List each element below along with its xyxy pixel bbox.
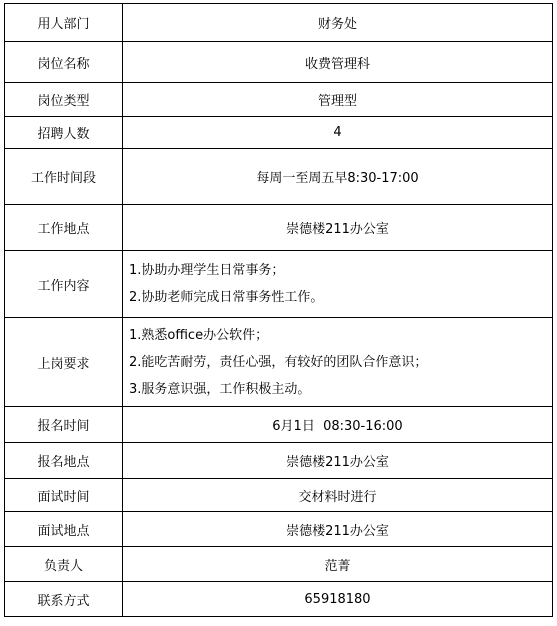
- position-name-value: 收费管理科: [123, 42, 553, 83]
- work-hours-label: 工作时间段: [5, 149, 123, 205]
- table-row-position-type: [5, 83, 553, 117]
- requirements-line-1: 1.熟悉office办公软件；: [129, 327, 269, 343]
- requirements-value: [123, 318, 553, 407]
- headcount-label: 招聘人数: [5, 117, 123, 149]
- registration-location-value: 崇德楼211办公室: [123, 443, 553, 479]
- position-type-value: 管理型: [123, 83, 553, 117]
- registration-location-label: 报名地点: [5, 443, 123, 479]
- work-location-value: 崇德楼211办公室: [123, 205, 553, 251]
- department-value: 财务处: [123, 4, 553, 42]
- job-content-line-1: 1.协助办理学生日常事务；: [129, 263, 285, 278]
- table-row-work-location: [5, 205, 553, 251]
- recruitment-info-table: [4, 3, 553, 617]
- interview-time-value: 交材料时进行: [123, 479, 553, 512]
- table-row-interview-location: [5, 512, 553, 547]
- job-content-line-2: 2.协助老师完成日常事务性工作。: [129, 290, 324, 305]
- work-location-label: 工作地点: [5, 205, 123, 251]
- table-row-requirements: [5, 318, 553, 407]
- table-row-headcount: [5, 117, 553, 149]
- table-row-contact: [5, 582, 553, 617]
- headcount-value: 4: [123, 117, 553, 149]
- table-row-position-name: [5, 42, 553, 83]
- table-row-job-content: [5, 251, 553, 318]
- interview-location-value: 崇德楼211办公室: [123, 512, 553, 547]
- position-name-label: 岗位名称: [5, 42, 123, 83]
- job-content-label: 工作内容: [5, 251, 123, 318]
- table-row-interview-time: [5, 479, 553, 512]
- table-row-work-hours: [5, 149, 553, 205]
- table-row-person-in-charge: [5, 547, 553, 582]
- table-row-registration-location: [5, 443, 553, 479]
- work-hours-value: 每周一至周五早8:30-17:00: [123, 149, 553, 205]
- registration-time-value: 6月1日 08:30-16:00: [123, 407, 553, 443]
- department-label: 用人部门: [5, 4, 123, 42]
- requirements-line-2: 2.能吃苦耐劳，责任心强，有较好的团队合作意识；: [129, 354, 428, 370]
- person-in-charge-label: 负责人: [5, 547, 123, 582]
- contact-label: 联系方式: [5, 582, 123, 617]
- registration-time-label: 报名时间: [5, 407, 123, 443]
- position-type-label: 岗位类型: [5, 83, 123, 117]
- requirements-label: 上岗要求: [5, 318, 123, 407]
- contact-value: 65918180: [123, 582, 553, 617]
- job-content-value: [123, 251, 553, 318]
- interview-location-label: 面试地点: [5, 512, 123, 547]
- interview-time-label: 面试时间: [5, 479, 123, 512]
- person-in-charge-value: 范菁: [123, 547, 553, 582]
- table-row-registration-time: [5, 407, 553, 443]
- table-row-department: [5, 4, 553, 42]
- requirements-line-3: 3.服务意识强，工作积极主动。: [129, 381, 311, 397]
